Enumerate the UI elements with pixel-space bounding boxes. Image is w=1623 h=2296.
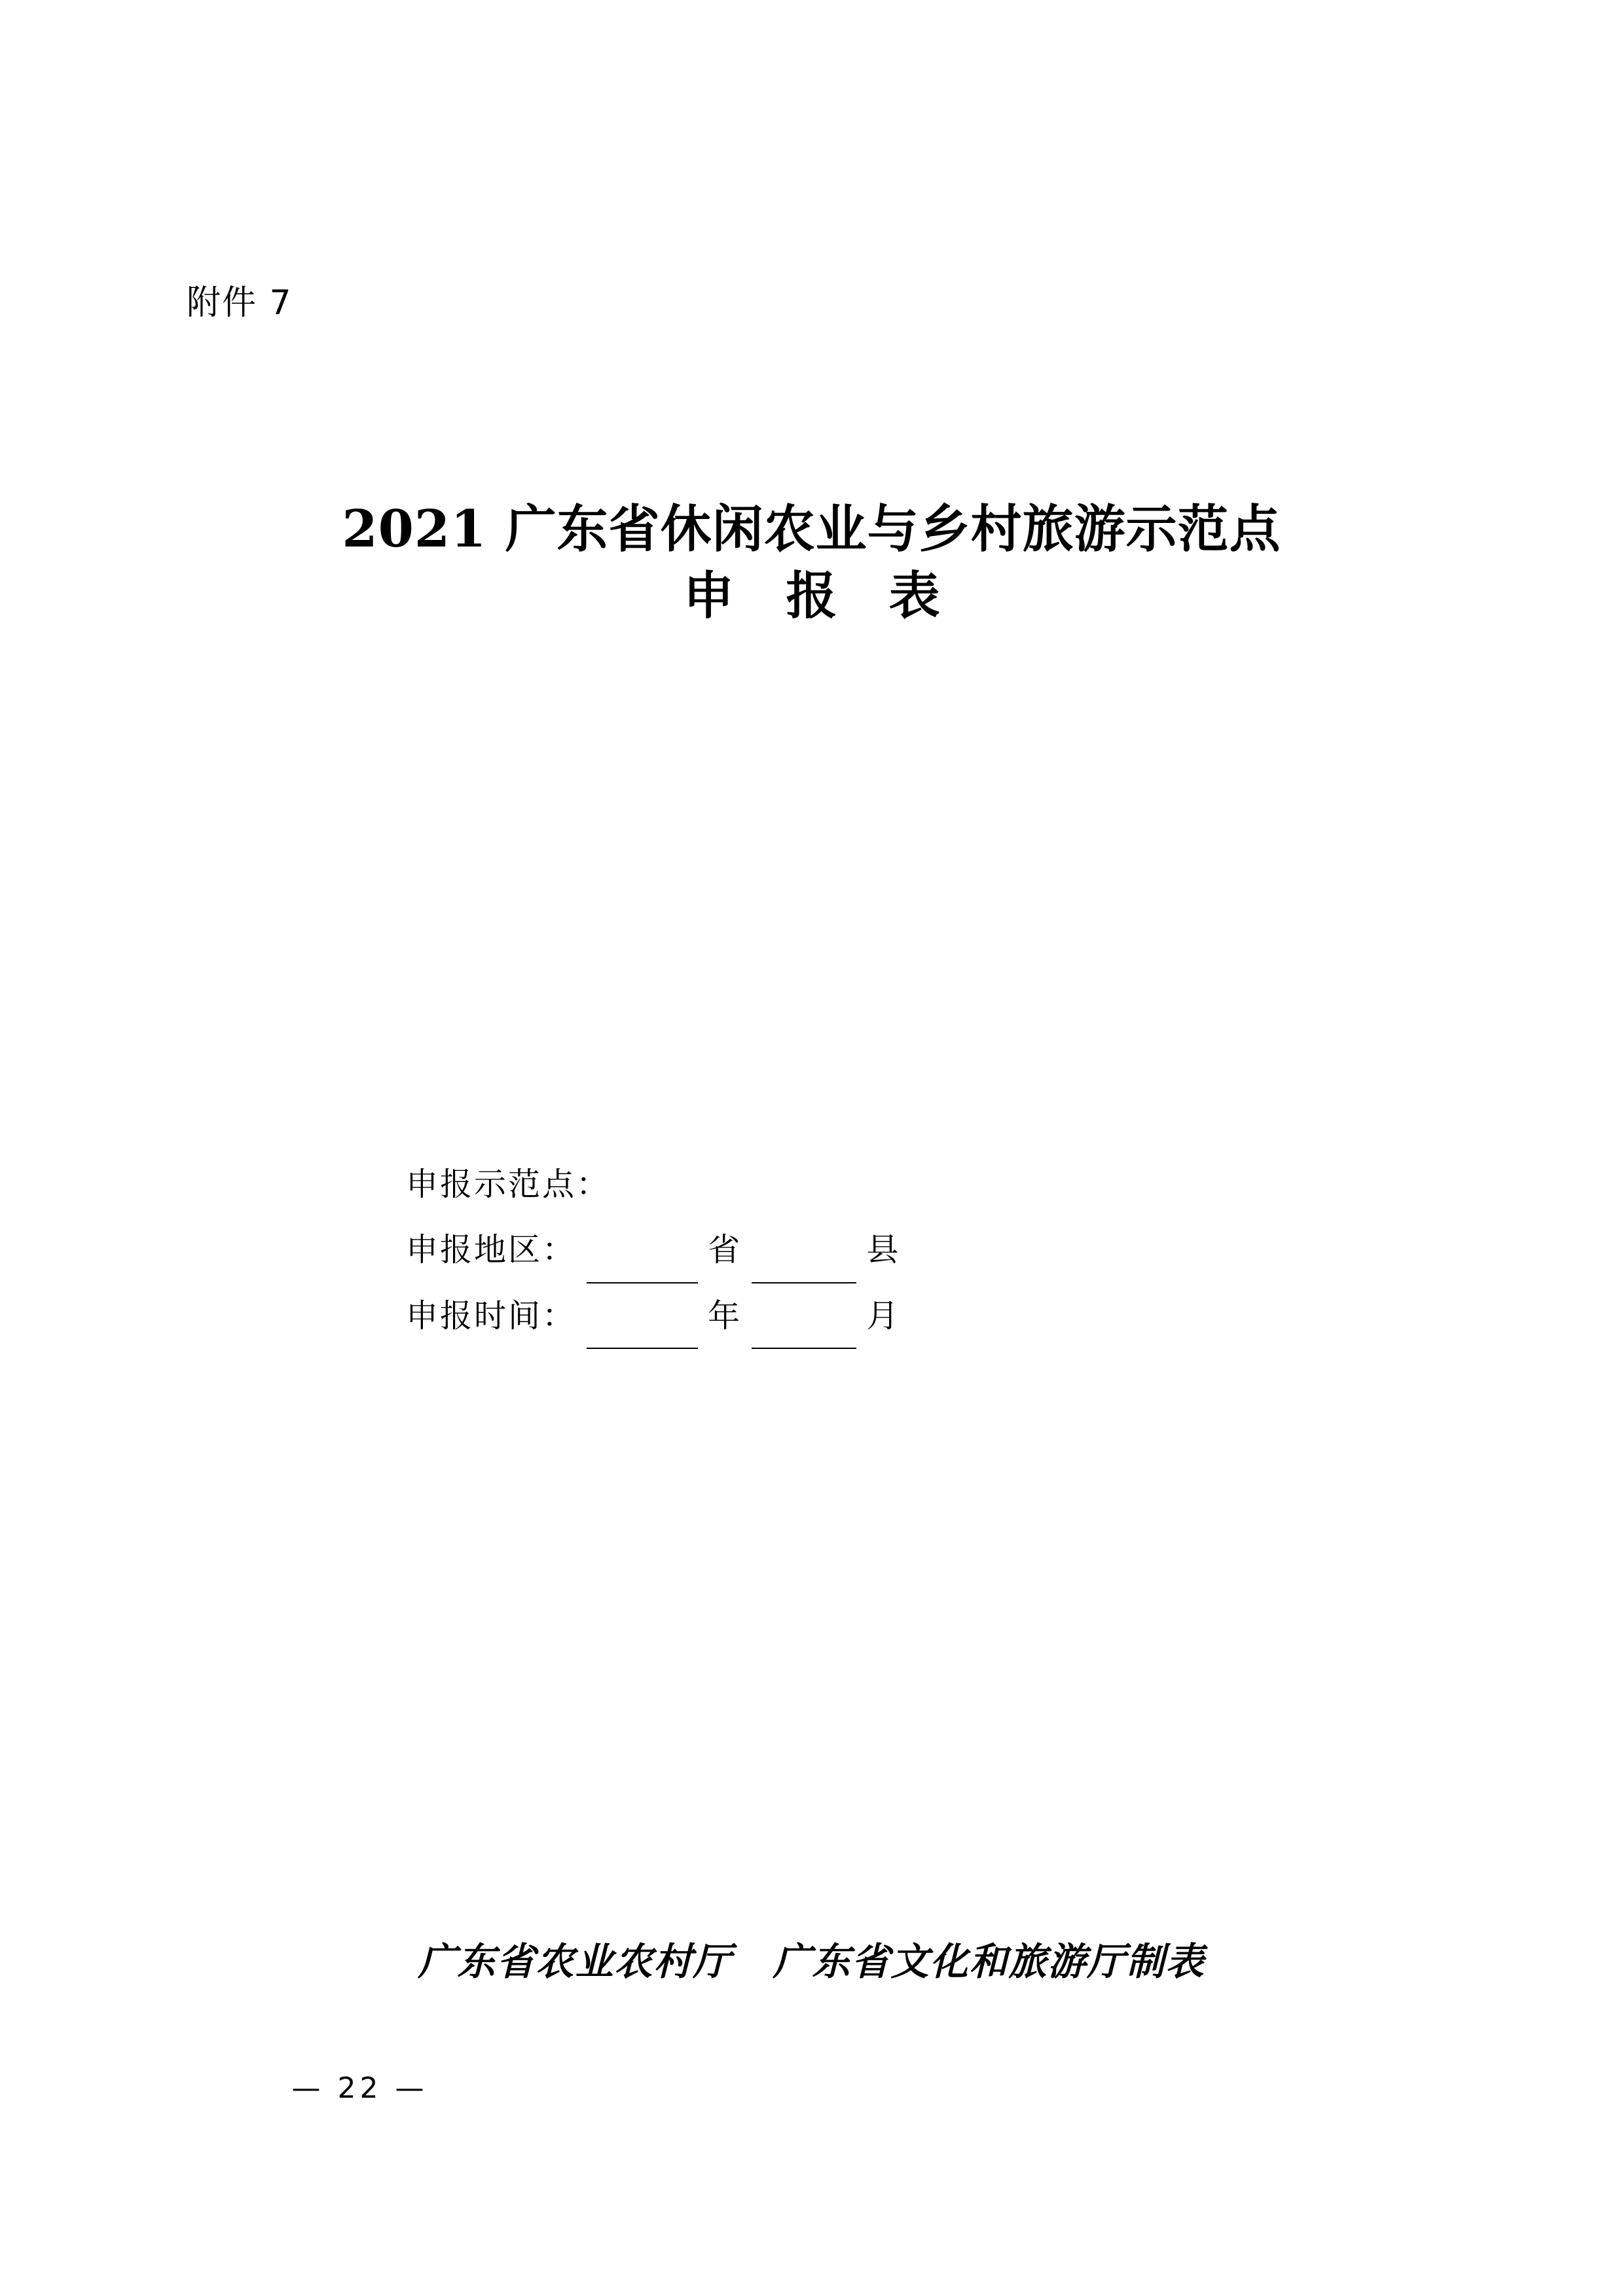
page-number: — 22 — — [291, 2072, 428, 2105]
field-label-date: 申报时间： — [406, 1297, 577, 1335]
field-row-date — [406, 1283, 900, 1349]
region-province-input[interactable] — [587, 1253, 698, 1283]
region-province-unit: 省 — [708, 1231, 742, 1269]
field-label-region: 申报地区： — [406, 1231, 577, 1269]
date-month-unit: 月 — [866, 1297, 900, 1335]
issuer-line — [0, 1931, 1623, 1986]
field-row-region — [406, 1217, 900, 1283]
page-title-line-1: 2021 广东省休闲农业与乡村旅游示范点 — [342, 499, 1281, 559]
page-title-line-2: 申 报 表 — [683, 565, 957, 626]
issuer-agriculture-department: 广东省农业农村厅 — [418, 1939, 733, 1984]
region-county-input[interactable] — [752, 1253, 856, 1283]
date-year-unit: 年 — [708, 1297, 742, 1335]
field-row-demonstration-site — [406, 1152, 900, 1217]
title-block — [0, 497, 1623, 630]
issuer-culture-tourism-department: 广东省文化和旅游厅制表 — [773, 1939, 1205, 1984]
field-label-demonstration-site: 申报示范点： — [406, 1166, 611, 1203]
region-county-unit: 县 — [866, 1231, 900, 1269]
attachment-label: 附件 7 — [187, 283, 293, 323]
date-month-input[interactable] — [752, 1319, 856, 1349]
form-fields — [406, 1152, 900, 1349]
date-year-input[interactable] — [587, 1319, 698, 1349]
